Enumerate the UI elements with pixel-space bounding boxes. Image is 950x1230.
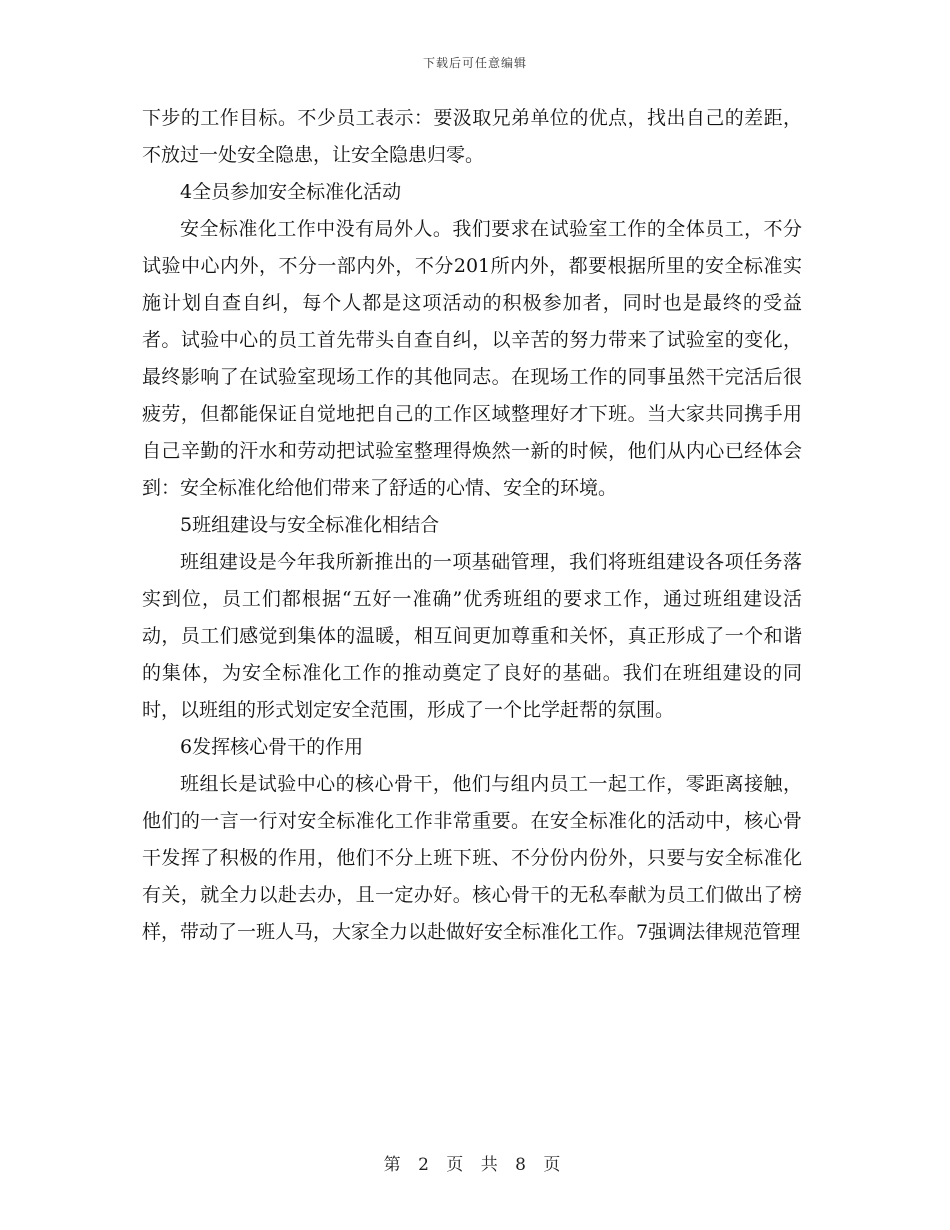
- section-heading-6: 6发挥核心骨干的作用: [180, 736, 364, 758]
- page-header: 下载后可任意编辑: [422, 56, 527, 70]
- paragraph-continued: 下步的工作目标。不少员工表示：要汲取兄弟单位的优点，找出自己的差距，不放过一处安全隐患，让安全隐患归零。: [142, 107, 802, 166]
- paragraph-section-6: 班组长是试验中心的核心骨干，他们与组内员工一起工作，零距离接触，他们的一言一行对安全标准化工作非常重要。在安全标准化的活动中，核心骨干发挥了积极的作用，他们不分上班下班、不分份内份外，只要与安全标准化有关，就全力以赴去办，且一定办好。核心骨干的无私奉献为员工们做出了榜样，带动了一班人马，大家全力以赴做好安全标准化工作。7强调法律规范管理: [142, 773, 802, 943]
- page-number-footer: 第 2 页 共 8 页: [383, 1155, 567, 1175]
- section-heading-5: 5班组建设与安全标准化相结合: [180, 514, 440, 536]
- document-body: [142, 100, 802, 951]
- paragraph-section-4: 安全标准化工作中没有局外人。我们要求在试验室工作的全体员工，不分试验中心内外，不分一部内外，不分201所内外，都要根据所里的安全标准实施计划自查自纠，每个人都是这项活动的积极参加者，同时也是最终的受益者。试验中心的员工首先带头自查自纠，以辛苦的努力带来了试验室的变化，最终影响了在试验室现场工作的其他同志。在现场工作的同事虽然干完活后很疲劳，但都能保证自觉地把自己的工作区域整理好才下班。当大家共同携手用自己辛勤的汗水和劳动把试验室整理得焕然一新的时候，他们从内心已经体会到：安全标准化给他们带来了舒适的心情、安全的环境。: [142, 218, 802, 499]
- section-heading-4: 4全员参加安全标准化活动: [180, 181, 402, 203]
- paragraph-section-5: 班组建设是今年我所新推出的一项基础管理，我们将班组建设各项任务落实到位，员工们都根据“五好一准确”优秀班组的要求工作，通过班组建设活动，员工们感觉到集体的温暖，相互间更加尊重和关怀，真正形成了一个和谐的集体，为安全标准化工作的推动奠定了良好的基础。我们在班组建设的同时，以班组的形式划定安全范围，形成了一个比学赶帮的氛围。: [142, 551, 802, 721]
